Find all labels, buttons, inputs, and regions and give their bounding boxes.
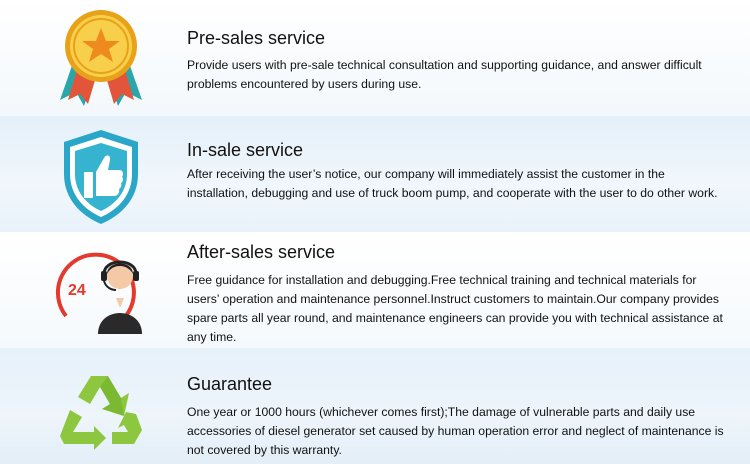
service-title: In-sale service xyxy=(187,140,304,160)
service-description: Provide users with pre-sale technical consultation and supporting guidance, and answer difficult problems encountered by users during use. xyxy=(187,58,702,91)
service-description: After receiving the user’s notice, our company will immediately assist the customer in the installation, debugging and use of truck boom pump, and cooperate with the user to do other work. xyxy=(187,167,718,200)
service-section-guarantee xyxy=(0,348,750,464)
service-title: Pre-sales service xyxy=(187,28,326,48)
service-section-after-sales xyxy=(0,232,750,348)
support-agent-24-icon xyxy=(46,238,156,348)
service-section-in-sale xyxy=(0,116,750,232)
service-section-pre-sales xyxy=(0,0,750,116)
recycle-icon xyxy=(46,354,156,464)
hotline-24-label: 24 xyxy=(68,282,86,299)
shield-thumbs-up-icon xyxy=(46,122,156,232)
service-title: Guarantee xyxy=(187,374,273,394)
service-description: Free guidance for installation and debugging.Free technical training and technical materials for users’ operation and maintenance personnel.Instruct customers to maintain.Our company provides spare parts all year round, and maintenance engineers can provide you with technical assistance at any time. xyxy=(187,273,723,344)
service-description: One year or 1000 hours (whichever comes first);The damage of vulnerable parts and daily use accessories of diesel generator set caused by human operation error and neglect of maintenance is not covered by this warranty. xyxy=(187,405,724,457)
service-title: After-sales service xyxy=(187,242,336,262)
award-medal-icon xyxy=(46,4,156,114)
